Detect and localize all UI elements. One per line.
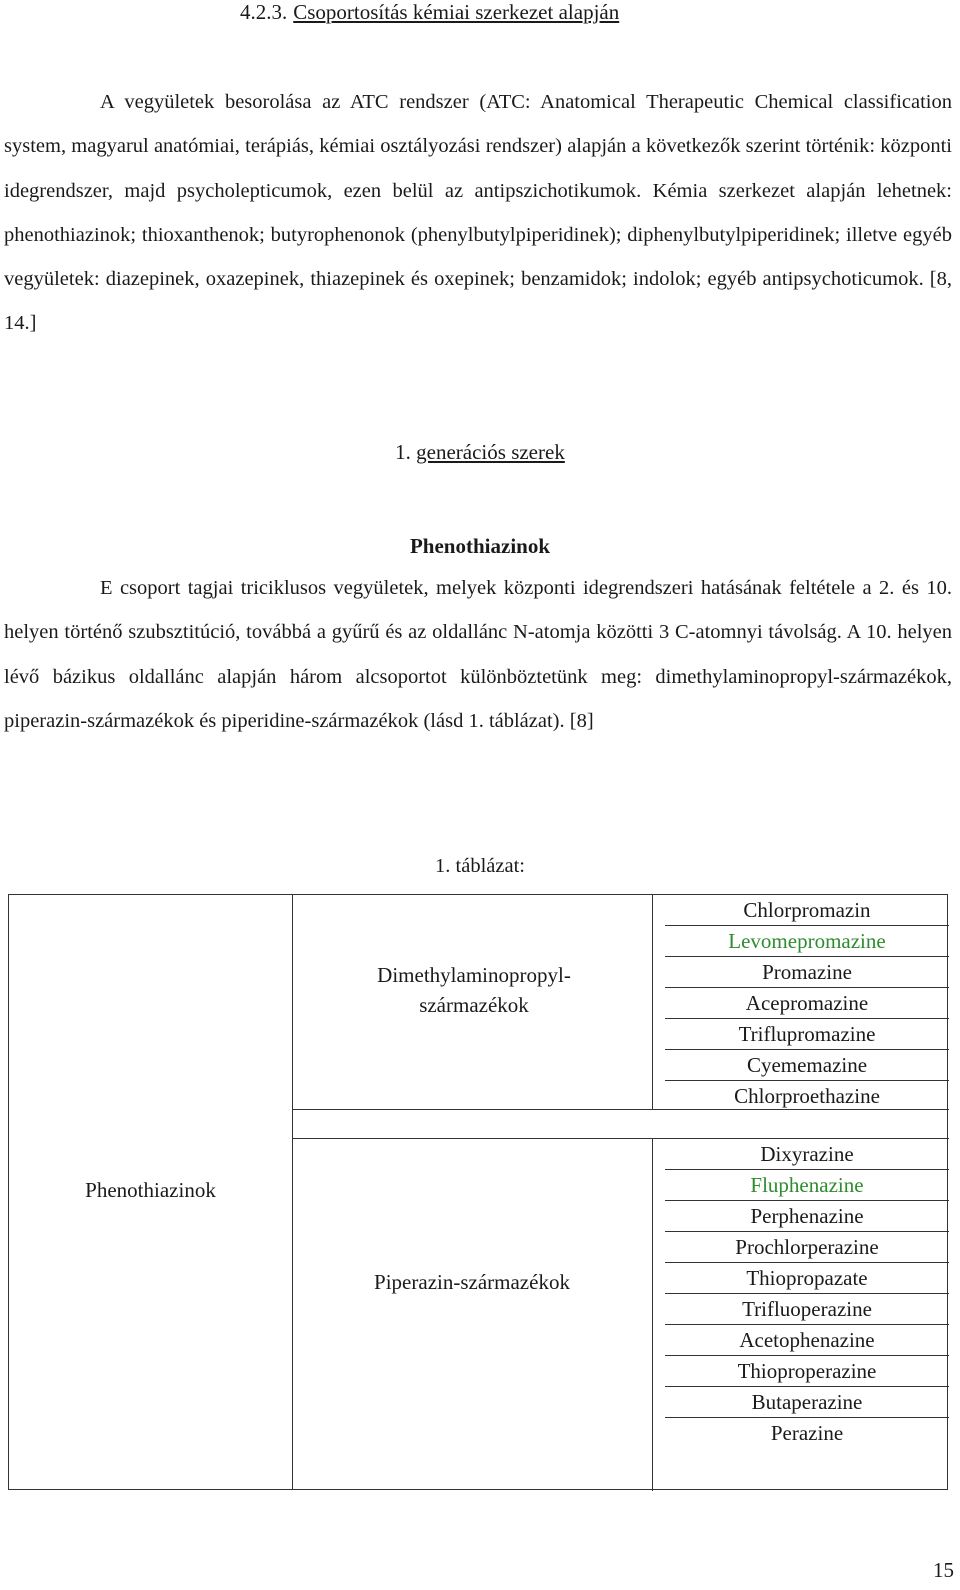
subheading-title: generációs szerek: [416, 440, 565, 464]
table-drug-item: Cyememazine: [665, 1050, 949, 1081]
table-caption: 1. táblázat:: [435, 855, 525, 877]
table-list-dimethylaminopropyl: [665, 895, 949, 1112]
table-drug-item: Butaperazine: [665, 1387, 949, 1418]
table-subgroup-dimethylaminopropyl: Dimethylaminopropyl-származékok: [377, 963, 571, 1017]
table-divider-col2-bottom: [652, 1139, 653, 1491]
section-title: Csoportosítás kémiai szerkezet alapján: [293, 0, 620, 24]
table-drug-item: Triflupromazine: [665, 1019, 949, 1050]
table-drug-item: Promazine: [665, 957, 949, 988]
table-drug-item: Thiopropazate: [665, 1263, 949, 1294]
table-drug-item: Acepromazine: [665, 988, 949, 1019]
table-subgroup-piperazin: Piperazin-származékok: [374, 1270, 570, 1294]
table-divider-col1: [292, 894, 293, 1490]
table-drug-item: Thioproperazine: [665, 1356, 949, 1387]
paragraph-phenothiazine-structure: E csoport tagjai triciklusos vegyületek, melyek központi idegrendszeri hatásának feltétele a 2. és 10. helyen történő szubsztitúció, továbbá a gyűrű és az oldallánc N-atomja közötti 3 C-atomnyi távolság. A 10. helyen lévő bázikus oldallánc alapján három alcsoportot különböztetünk meg: dimethylaminopropyl-származékok, piperazin-származékok és piperidine-származékok (lásd 1. táblázat). [8]: [4, 577, 952, 732]
table-divider-col2-top: [652, 894, 653, 1109]
table-drug-item: Acetophenazine: [665, 1325, 949, 1356]
section-number: 4.2.3.: [240, 0, 288, 24]
table-drug-item: Trifluoperazine: [665, 1294, 949, 1325]
table-drug-item: Fluphenazine: [665, 1170, 949, 1201]
page-number: 15: [933, 1558, 954, 1582]
table-drug-item: Perazine: [770, 1421, 844, 1445]
table-drug-item: Chlorproethazine: [734, 1084, 880, 1108]
table-drug-item: Levomepromazine: [665, 926, 949, 957]
table-list-piperazin: [665, 1139, 949, 1449]
section-heading: [240, 0, 619, 26]
subheading-first-generation: [0, 437, 960, 467]
classification-table: [8, 894, 948, 1490]
subheading-phenothiazinok: Phenothiazinok: [409, 534, 551, 558]
table-group-name: Phenothiazinok: [85, 1178, 216, 1202]
table-drug-item: Prochlorperazine: [665, 1232, 949, 1263]
table-drug-item: Dixyrazine: [665, 1139, 949, 1170]
table-drug-item: Perphenazine: [665, 1201, 949, 1232]
subheading-number: 1.: [395, 440, 411, 464]
table-drug-item: Chlorpromazin: [665, 895, 949, 926]
paragraph-atc-classification: A vegyületek besorolása az ATC rendszer (ATC: Anatomical Therapeutic Chemical classification system, magyarul anatómiai, terápiás, kémiai osztályozási rendszer) alapján a következők szerint történik: központi idegrendszer, majd psycholepticumok, ezen belül az antipszichotikumok. Kémia szerkezet alapján lehetnek: phenothiazinok; thioxanthenok; butyrophenonok (phenylbutylpiperidinek); diphenylbutylpiperidinek; illetve egyéb vegyületek: diazepinek, oxazepinek, thiazepinek és oxepinek; benzamidok; indolok; egyéb antipsychoticumok. [8, 14.]: [4, 91, 952, 335]
